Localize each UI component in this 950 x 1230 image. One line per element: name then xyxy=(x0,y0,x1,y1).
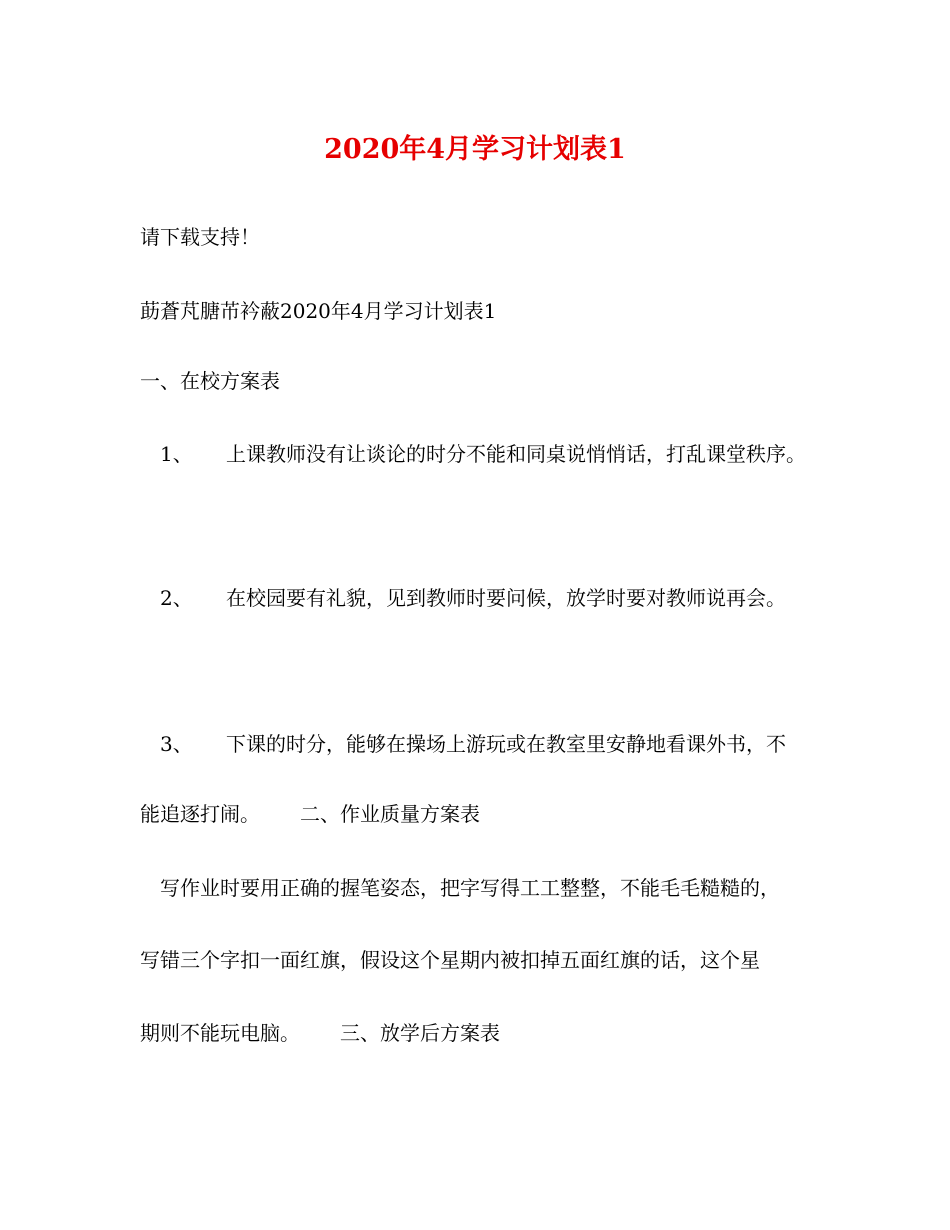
list-item-3 xyxy=(140,730,786,758)
list-item-1 xyxy=(140,440,806,468)
list-item-3-continuation xyxy=(140,800,480,828)
section-heading-1: 一、在校方案表 xyxy=(140,369,280,393)
support-line: 请下载支持！ xyxy=(140,225,260,249)
continuation-text: 能追逐打闹。 xyxy=(140,802,260,826)
paragraph-line-3 xyxy=(140,1019,500,1047)
list-item-text: 上课教师没有让谈论的时分不能和同桌说悄悄话，打乱课堂秩序。 xyxy=(226,442,806,466)
list-item-2 xyxy=(140,584,786,612)
subtitle-line: 莇蒼芃膅芇衿蔽2020年4月学习计划表1 xyxy=(140,299,497,323)
paragraph-line-1: 写作业时要用正确的握笔姿态，把字写得工工整整，不能毛毛糙糙的， xyxy=(160,876,780,900)
list-item-number: 1、 xyxy=(160,442,193,466)
section-heading-2: 二、作业质量方案表 xyxy=(300,802,480,826)
section-heading-3: 三、放学后方案表 xyxy=(340,1021,500,1045)
list-item-text: 在校园要有礼貌，见到教师时要问候，放学时要对教师说再会。 xyxy=(226,586,786,610)
list-item-text: 下课的时分，能够在操场上游玩或在教室里安静地看课外书，不 xyxy=(226,732,786,756)
list-item-number: 3、 xyxy=(160,732,193,756)
list-item-number: 2、 xyxy=(160,586,193,610)
paragraph-text: 期则不能玩电脑。 xyxy=(140,1021,300,1045)
paragraph-line-2: 写错三个字扣一面红旗，假设这个星期内被扣掉五面红旗的话，这个星 xyxy=(140,948,760,972)
document-title: 2020年4月学习计划表1 xyxy=(324,134,626,165)
